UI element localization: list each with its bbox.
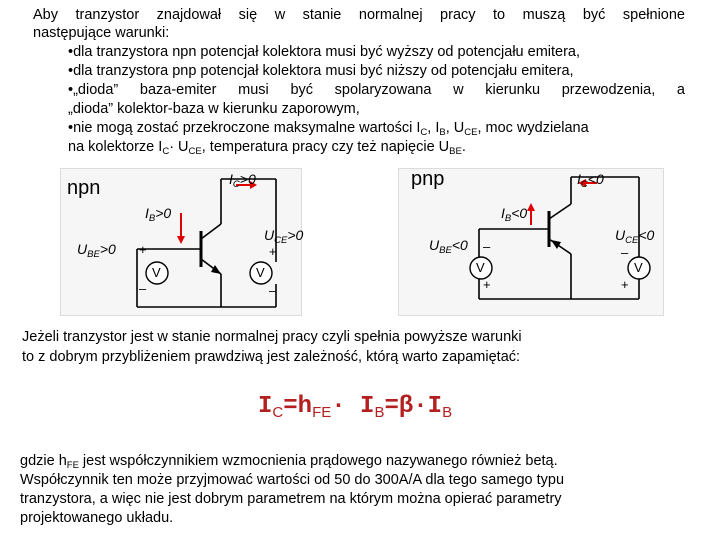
para2-line-2: to z dobrym przybliżeniem prawdziwą jest zależność, którą warto zapamiętać:: [22, 349, 521, 365]
bullet-limits-line-1: •nie mogą zostać przekroczone maksymalne wartości $I_C$, $I_B$, $U_{CE}$, moc wydzielana: [68, 120, 589, 138]
npn-ib-label: $I_B>0$: [145, 205, 172, 224]
para3-line-1: gdzie $h_{FE}$ jest współczynnikiem wzmocnienia prądowego nazywanego również betą.: [20, 453, 558, 471]
npn-ube-label: $U_{BE}>0$: [77, 241, 116, 260]
npn-uce-label: $U_{CE}>0$: [264, 227, 304, 246]
formula-ic-hfe-ib: $I_C=h_{FE}\cdot I_B=\beta\cdot I_B$: [258, 393, 453, 421]
pnp-meter-ube-label: V: [476, 260, 485, 275]
bullet-limits-line-2: na kolektorze $I_C\cdot U_{CE}$, temperatura pracy czy też napięcie $U_{BE}$.: [68, 139, 466, 157]
npn-meter-uce-label: V: [256, 265, 265, 280]
para3-line-4: projektowanego układu.: [20, 510, 174, 526]
para2-line-1: Jeżeli tranzystor jest w stanie normalnej pracy czyli spełnia powyższe warunki: [22, 329, 522, 345]
para3-line-2: Współczynnik ten może przyjmować wartości od 50 do 300A/A dla tego samego typu: [20, 472, 565, 488]
pnp-uce-plus: +: [621, 277, 629, 292]
pnp-ube-label: $U_{BE}<0$: [429, 237, 468, 256]
bullet-pnp: •dla tranzystora pnp potencjał kolektora musi być niższy od potencjału emitera,: [68, 63, 574, 79]
bullet-diodes-line-2: „dioda” kolektor-baza w kierunku zaporowym,: [68, 101, 360, 117]
npn-uce-minus: –: [269, 283, 277, 298]
bullet-diodes-line-1: •„dioda” baza-emiter musi być spolaryzowana w kierunku przewodzenia, a: [68, 82, 685, 98]
pnp-uce-label: $U_{CE}<0$: [615, 227, 655, 246]
pnp-ib-label: $I_B<0$: [501, 205, 528, 224]
intro-line-2: następujące warunki:: [33, 25, 170, 41]
pnp-ic-label: $I_C<0$: [577, 171, 604, 190]
npn-uce-plus: +: [269, 244, 277, 259]
npn-ube-plus: +: [139, 242, 147, 257]
npn-circuit-diagram: [60, 168, 302, 316]
npn-ic-label: $I_C>0$: [229, 171, 256, 190]
pnp-ube-minus: –: [483, 239, 491, 254]
npn-ube-minus: –: [139, 281, 147, 296]
pnp-uce-minus: –: [621, 245, 629, 260]
pnp-circuit-diagram: [398, 168, 664, 316]
para3-line-3: tranzystora, a więc nie jest dobrym parametrem na którym można opierać parametry: [20, 491, 562, 507]
pnp-ube-plus: +: [483, 277, 491, 292]
pnp-meter-uce-label: V: [634, 260, 643, 275]
npn-title: npn: [67, 177, 101, 199]
pnp-title: pnp: [411, 168, 445, 190]
intro-line-1: Aby tranzystor znajdował się w stanie normalnej pracy to muszą być spełnione: [33, 7, 685, 23]
npn-meter-ube-label: V: [152, 265, 161, 280]
bullet-npn: •dla tranzystora npn potencjał kolektora musi być wyższy od potencjału emitera,: [68, 44, 581, 60]
